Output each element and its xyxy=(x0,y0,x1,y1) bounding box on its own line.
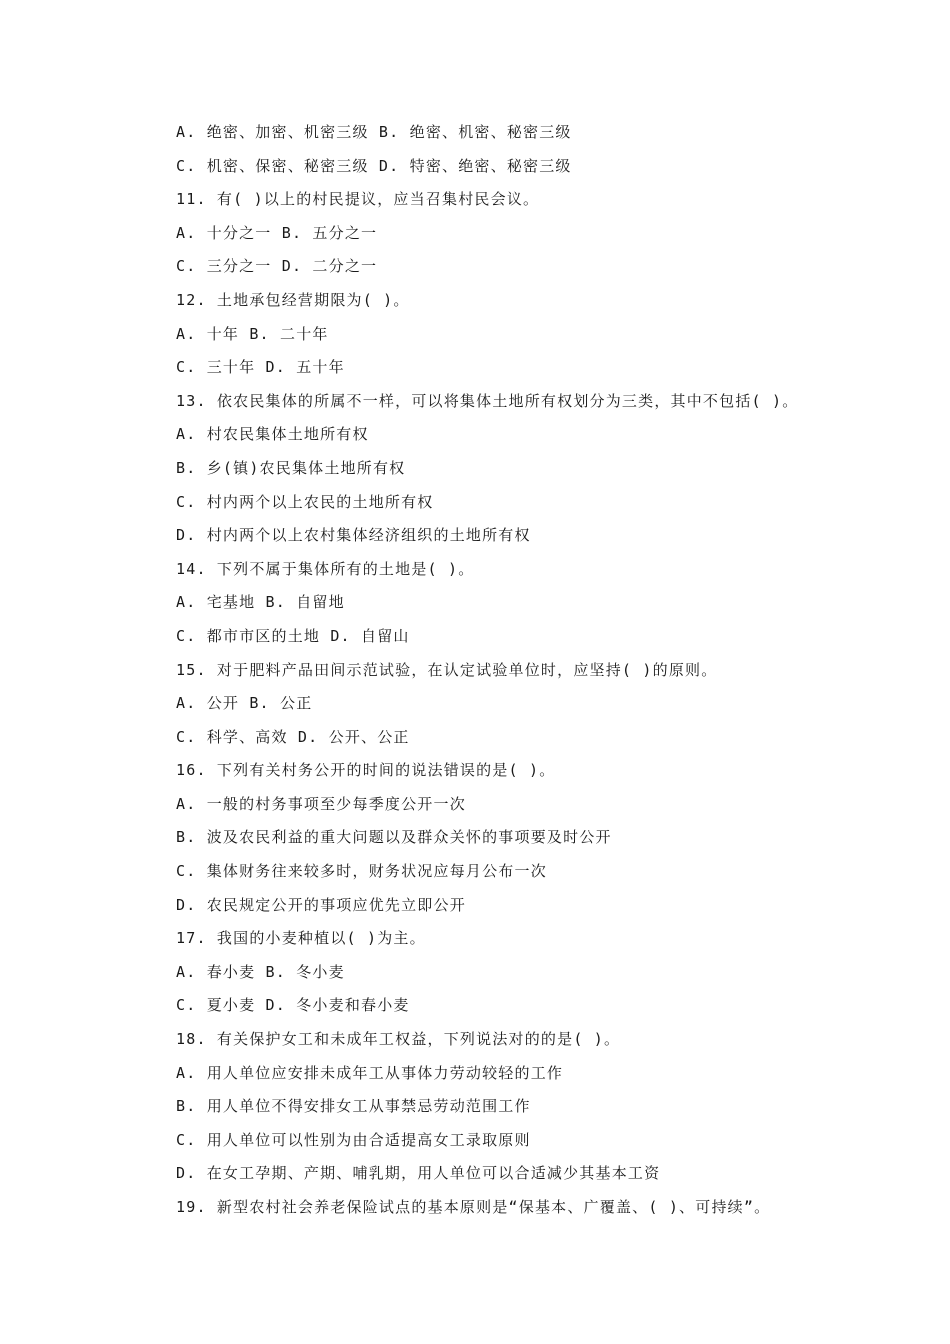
text-line: C. 都市市区的土地 D. 自留山 xyxy=(176,626,410,645)
text-line: A. 用人单位应安排未成年工从事体力劳动较轻的工作 xyxy=(176,1063,564,1082)
text-line: C. 科学、高效 D. 公开、公正 xyxy=(176,727,410,746)
text-line: C. 村内两个以上农民的土地所有权 xyxy=(176,492,434,511)
text-line: C. 三十年 D. 五十年 xyxy=(176,358,345,377)
question-14-stem: 14. 下列不属于集体所有的土地是( )。 xyxy=(176,559,475,578)
text-line: A. 十分之一 B. 五分之一 xyxy=(176,223,378,242)
text-line: D. 在女工孕期、产期、哺乳期，用人单位可以合适减少其基本工资 xyxy=(176,1164,661,1183)
question-17-stem: 17. 我国的小麦种植以( )为主。 xyxy=(176,929,426,948)
question-11-stem: 11. 有( )以上的村民提议，应当召集村民会议。 xyxy=(176,190,540,209)
text-line: A. 宅基地 B. 自留地 xyxy=(176,593,345,612)
text-line: A. 一般的村务事项至少每季度公开一次 xyxy=(176,794,466,813)
question-12-stem: 12. 土地承包经营期限为( )。 xyxy=(176,290,410,309)
question-15-stem: 15. 对于肥料产品田间示范试验，在认定试验单位时，应坚持( )的原则。 xyxy=(176,660,718,679)
text-line: C. 三分之一 D. 二分之一 xyxy=(176,257,378,276)
text-line: C. 夏小麦 D. 冬小麦和春小麦 xyxy=(176,996,410,1015)
question-18-stem: 18. 有关保护女工和未成年工权益，下列说法对的的是( )。 xyxy=(176,1030,621,1049)
text-line: A. 十年 B. 二十年 xyxy=(176,324,329,343)
question-text-lines xyxy=(176,116,916,1225)
text-line: B. 乡(镇)农民集体土地所有权 xyxy=(176,458,406,477)
text-line: D. 村内两个以上农村集体经济组织的土地所有权 xyxy=(176,526,531,545)
text-line: C. 机密、保密、秘密三级 D. 特密、绝密、秘密三级 xyxy=(176,156,572,175)
text-line: A. 春小麦 B. 冬小麦 xyxy=(176,962,345,981)
text-line: D. 农民规定公开的事项应优先立即公开 xyxy=(176,895,466,914)
question-19-stem: 19. 新型农村社会养老保险试点的基本原则是“保基本、广覆盖、( )、可持续”。 xyxy=(176,1198,771,1216)
text-line: B. 用人单位不得安排女工从事禁忌劳动范围工作 xyxy=(176,1097,531,1116)
question-16-stem: 16. 下列有关村务公开的时间的说法错误的是( )。 xyxy=(176,761,556,780)
text-line: B. 波及农民利益的重大问题以及群众关怀的事项要及时公开 xyxy=(176,828,612,847)
text-line: C. 用人单位可以性别为由合适提高女工录取原则 xyxy=(176,1130,531,1149)
question-13-stem: 13. 依农民集体的所属不一样，可以将集体土地所有权划分为三类，其中不包括( )。 xyxy=(176,391,799,410)
text-line: C. 集体财务往来较多时，财务状况应每月公布一次 xyxy=(176,862,547,881)
text-line: A. 公开 B. 公正 xyxy=(176,694,313,713)
text-line: A. 村农民集体土地所有权 xyxy=(176,425,369,444)
text-line: A. 绝密、加密、机密三级 B. 绝密、机密、秘密三级 xyxy=(176,123,572,141)
